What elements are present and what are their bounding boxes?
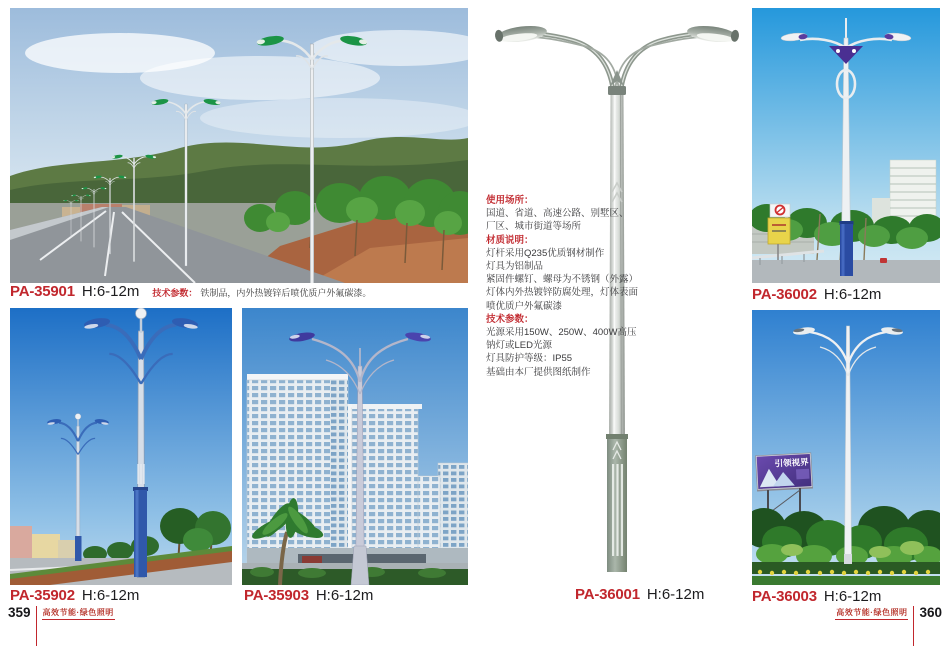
caption-pa35901 — [10, 283, 371, 300]
product-height: H:6-12m — [315, 587, 374, 604]
footer-divider-left — [36, 606, 37, 646]
spec-usage-line: 国道、省道、高速公路、别墅区、 — [486, 208, 629, 220]
footer-right — [835, 606, 942, 646]
page-number-left: 359 — [8, 605, 31, 620]
product-code: PA-35901 — [10, 283, 75, 300]
product-code: PA-35903 — [244, 587, 309, 604]
billboard — [755, 453, 813, 492]
spec-material-title: 材质说明： — [486, 234, 534, 246]
spec-material-line: 灯体内外热镀锌防腐处理，灯体表面 — [486, 287, 639, 299]
product-code: PA-36002 — [752, 286, 817, 303]
product-height: H:6-12m — [81, 283, 140, 300]
caption-pa36003 — [752, 588, 881, 605]
photo-pa35901-street-scene — [10, 8, 468, 283]
caption-pa36002 — [752, 286, 881, 303]
photo-pa36002-white-pole — [752, 8, 940, 283]
footer-slogan-left: 高效节能·绿色照明 — [42, 606, 115, 620]
footer-left — [8, 606, 115, 646]
spec-material-line: 喷优质户外氟碳漆 — [486, 300, 563, 312]
spec-material-line: 灯杆采用Q235优质钢材制作 — [486, 247, 605, 259]
spec-block — [486, 194, 638, 379]
tech-note-label: 技术参数： — [152, 288, 198, 298]
spec-usage-title: 使用场所： — [486, 195, 534, 206]
product-height: H:6-12m — [823, 588, 882, 605]
product-height: H:6-12m — [646, 586, 705, 603]
billboard-text: 引领视界 — [774, 456, 809, 469]
spec-tech-line: 基础由本厂提供图纸制作 — [486, 366, 591, 378]
spec-tech-line: 钠灯或LED光源 — [486, 340, 552, 352]
footer-slogan-right: 高效节能·绿色照明 — [835, 606, 908, 620]
spec-tech-line: 灯具防护等级：IP55 — [486, 353, 573, 365]
caption-pa35902 — [10, 587, 139, 604]
photo-pa35902-blue-lamps — [10, 308, 232, 585]
product-height: H:6-12m — [823, 286, 882, 303]
product-code: PA-36001 — [575, 586, 640, 603]
spec-usage-line: 厂区、城市街道等场所 — [486, 221, 582, 233]
caption-pa36001 — [575, 586, 704, 603]
tech-note: 技术参数： 铁制品，内外热镀锌后喷优质户外氟碳漆。 — [152, 288, 372, 298]
product-code: PA-36003 — [752, 588, 817, 605]
spec-material-line: 紧固件螺钉、螺母为不锈钢（外露） — [486, 274, 639, 286]
page-number-right: 360 — [919, 605, 942, 620]
photo-pa35903-city-buildings — [242, 308, 468, 585]
spec-tech-title: 技术参数： — [486, 313, 534, 325]
product-height: H:6-12m — [81, 587, 140, 604]
product-code: PA-35902 — [10, 587, 75, 604]
spec-tech-line: 光源采用150W、250W、400W高压 — [486, 327, 637, 339]
spec-material-line: 灯具为铝制品 — [486, 261, 544, 273]
footer-divider-right — [913, 606, 914, 646]
caption-pa35903 — [244, 587, 373, 604]
photo-pa36003-billboard-scene — [752, 310, 940, 585]
